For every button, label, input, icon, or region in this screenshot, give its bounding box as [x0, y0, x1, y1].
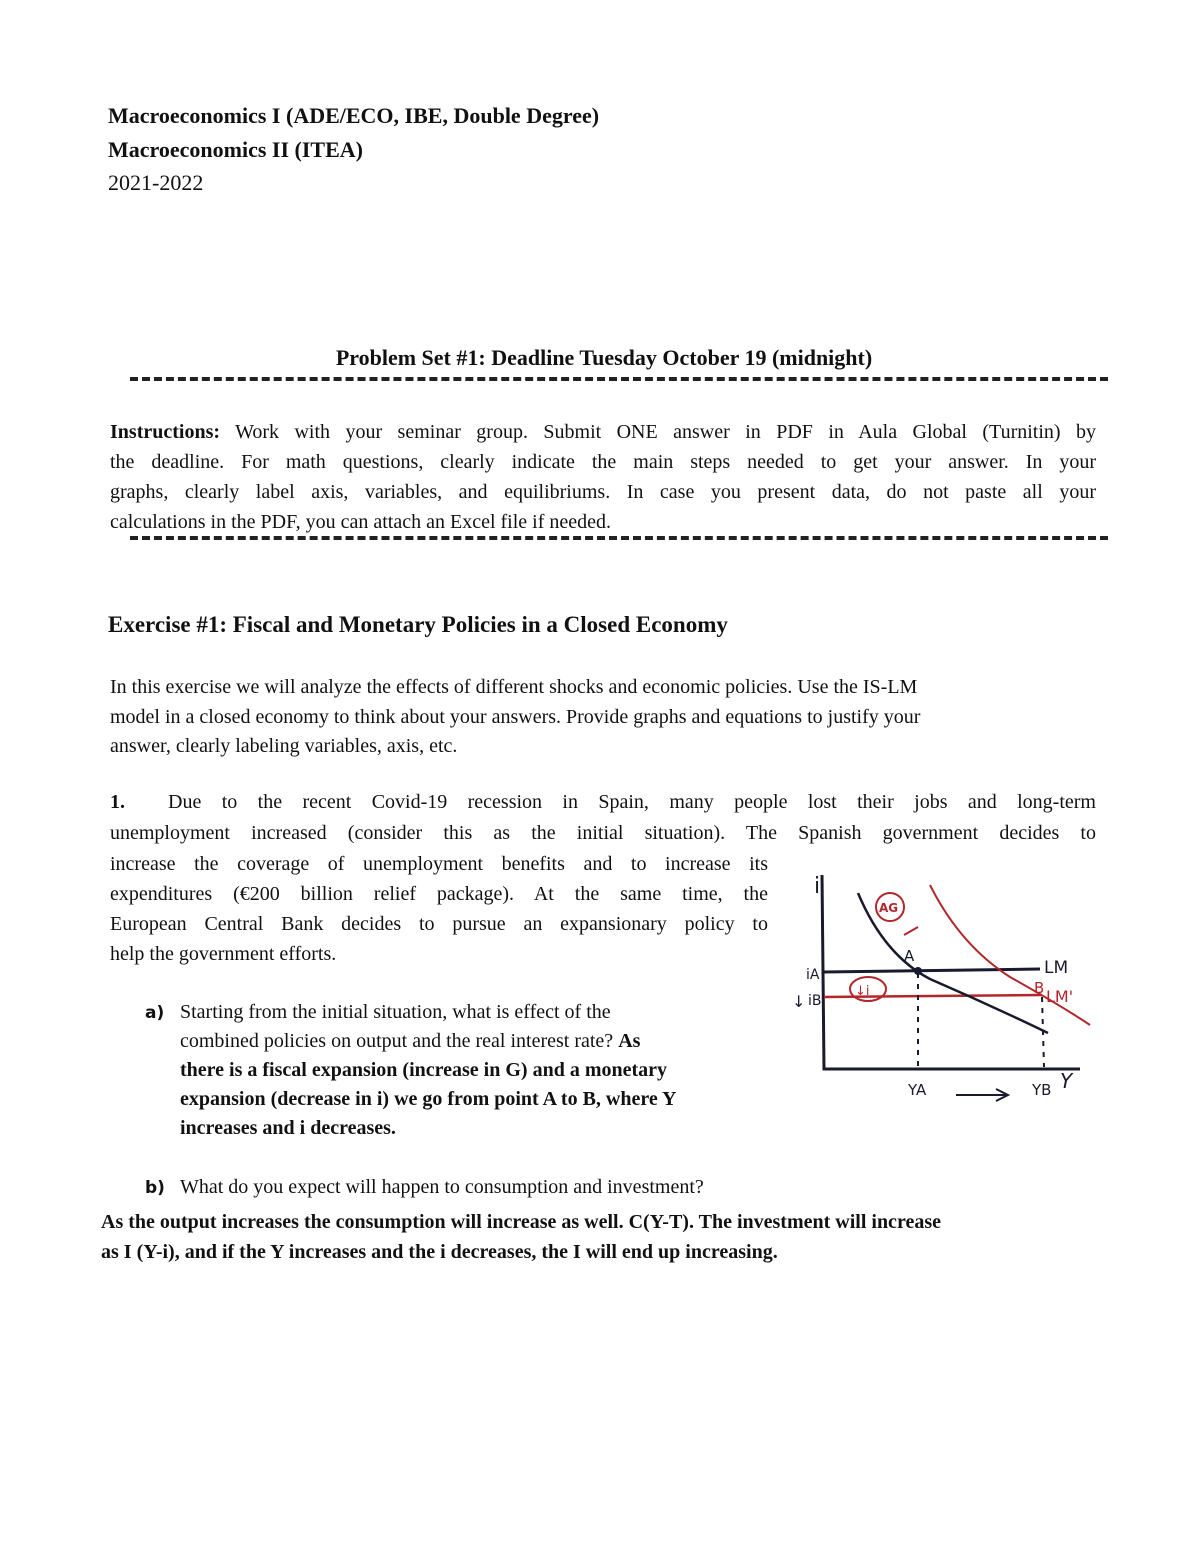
sketch-yb-label: YB — [1032, 1081, 1052, 1099]
instructions-line-1 — [110, 417, 1096, 447]
exercise-intro — [110, 673, 1100, 762]
intro-line-1: In this exercise we will analyze the effects of different shocks and economic policies. Use the IS-LM — [110, 676, 918, 698]
intro-line-3: answer, clearly labeling variables, axis, etc. — [110, 735, 458, 757]
part-a-answer-start: As — [618, 1030, 641, 1052]
instructions-label: Instructions: — [110, 421, 221, 443]
divider-top — [130, 377, 1108, 381]
part-a-letter: a) — [145, 1003, 165, 1023]
course-title-1: Macroeconomics I (ADE/ECO, IBE, Double Degree) — [108, 103, 600, 128]
part-a-answer-3: increases and i decreases. — [180, 1117, 396, 1139]
instructions-block — [110, 417, 1096, 537]
academic-year: 2021-2022 — [108, 170, 204, 195]
part-b-answer-2: as I (Y-i), and if the Y increases and the i decreases, the I will end up increasing. — [101, 1241, 778, 1263]
part-a-question-2 — [180, 1027, 780, 1056]
sketch-x-axis-label: Y — [1060, 1069, 1073, 1093]
sketch-lm-down-label: ↓i — [855, 984, 870, 999]
sketch-ib-label: iB — [808, 993, 822, 1009]
instructions-line-2: the deadline. For math questions, clearly indicate the main steps needed to get your answer. In your — [110, 451, 1096, 473]
q1-line-5: European Central Bank decides to pursue an expansionary policy to — [110, 913, 768, 935]
part-b-answer — [101, 1207, 1091, 1267]
question-1-cont — [110, 849, 768, 969]
part-a — [180, 998, 780, 1143]
sketch-y-arrow — [956, 1089, 1008, 1101]
q1-line-2: unemployment increased (consider this as the initial situation). The Spanish government decides to — [110, 822, 1096, 844]
intro-line-2: model in a closed economy to think about your answers. Provide graphs and equations to justify your — [110, 705, 921, 728]
q1-line-6: help the government efforts. — [110, 943, 337, 965]
divider-bottom — [130, 536, 1108, 540]
sketch-point-b-label: B — [1034, 979, 1045, 997]
q1-line-1 — [110, 787, 1096, 818]
course-title-2: Macroeconomics II (ITEA) — [108, 137, 363, 162]
part-a-answer-1: there is a fiscal expansion (increase in G) and a monetary — [180, 1059, 668, 1081]
sketch-lm-label: LM — [1044, 958, 1069, 978]
part-b-question: What do you expect will happen to consumption and investment? — [180, 1176, 704, 1198]
exercise-title: Exercise #1: Fiscal and Monetary Policies in a Closed Economy — [108, 612, 728, 637]
q1-text-1: Due to the recent Covid-19 recession in Spain, many people lost their jobs and long-term — [168, 791, 1096, 813]
part-b-answer-1: As the output increases the consumption will increase as well. C(Y-T). The investment will increase — [101, 1211, 941, 1233]
question-1 — [110, 787, 1096, 849]
instructions-line-4: calculations in the PDF, you can attach an Excel file if needed. — [110, 511, 611, 533]
part-a-question-1: Starting from the initial situation, what is effect of the — [180, 1001, 611, 1023]
instructions-text-1: Work with your seminar group. Submit ONE answer in PDF in Aula Global (Turnitin) by — [235, 421, 1096, 443]
sketch-lm2-label: LM' — [1046, 987, 1074, 1006]
part-b-letter: b) — [145, 1178, 165, 1198]
sketch-ya-label: YA — [908, 1081, 927, 1099]
part-a-question-2-text: combined policies on output and the real interest rate? — [180, 1030, 614, 1052]
sketch-ag-label: AG — [879, 901, 899, 915]
sketch-point-a-label: A — [904, 947, 915, 965]
sketch-drop-b — [1042, 997, 1044, 1067]
sketch-down-arrow: ↓ — [792, 992, 806, 1011]
sketch-y-axis-label: i — [814, 874, 821, 899]
sketch-lm-line — [824, 969, 1040, 972]
q1-line-4: expenditures (€200 billion relief package). At the same time, the — [110, 883, 768, 905]
q1-number: 1. — [110, 791, 125, 813]
sketch-shift-arrow — [904, 927, 918, 935]
part-a-answer-2: expansion (decrease in i) we go from point A to B, where Y — [180, 1088, 677, 1110]
problem-set-title: Problem Set #1: Deadline Tuesday October 19 (midnight) — [335, 345, 873, 370]
sketch-ia-label: iA — [806, 967, 820, 983]
instructions-line-3: graphs, clearly label axis, variables, and equilibriums. In case you present data, do not paste all your — [110, 481, 1096, 503]
q1-line-3: increase the coverage of unemployment benefits and to increase its — [110, 853, 768, 875]
is-lm-sketch — [780, 855, 1110, 1115]
